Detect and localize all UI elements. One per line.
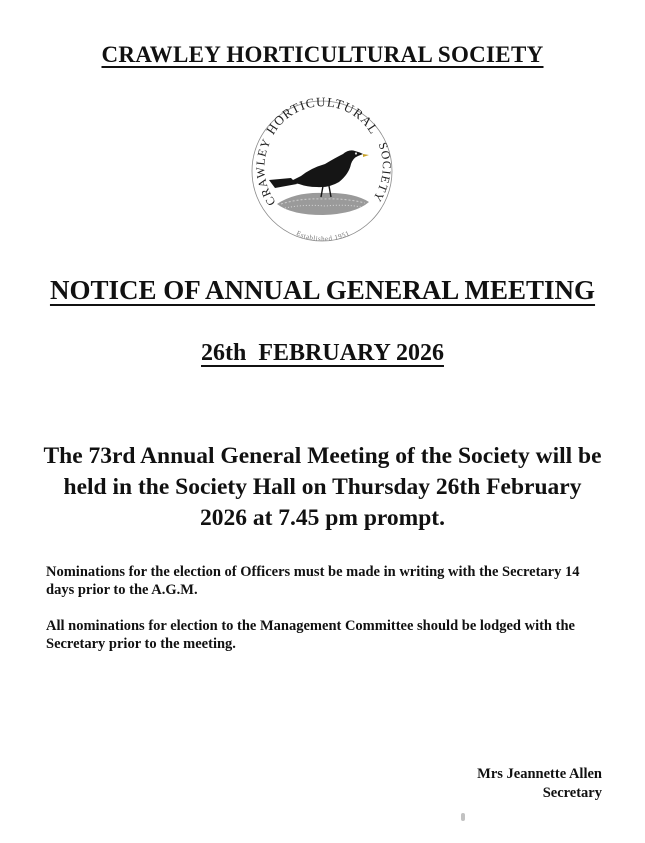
meeting-announcement: The 73rd Annual General Meeting of the Society will be held in the Society Hall on Thursday 26th February 2026 at 7.45 pm prompt. bbox=[43, 443, 602, 531]
nominations-officers-paragraph: Nominations for the election of Officers must be made in writing with the Secretary 14 days prior to the A.G.M. bbox=[46, 564, 580, 598]
meeting-date-text: 26th FEBRUARY 2026 bbox=[201, 340, 444, 366]
nominations-committee-paragraph: All nominations for election to the Management Committee should be lodged with the Secretary prior to the meeting. bbox=[46, 618, 575, 652]
society-logo bbox=[245, 96, 400, 246]
society-name: CRAWLEY HORTICULTURAL SOCIETY bbox=[101, 42, 544, 67]
signatory-role: Secretary bbox=[542, 785, 602, 801]
page-title bbox=[0, 42, 645, 68]
logo-bottom-text: Established 1951 bbox=[295, 229, 351, 244]
meeting-date bbox=[0, 340, 645, 367]
logo-left-text: CRAWLEY bbox=[253, 136, 279, 209]
svg-text:HORTICULTURAL bbox=[263, 96, 382, 137]
logo-top-text: HORTICULTURAL bbox=[263, 96, 382, 138]
svg-text:Established 1951 bbox=[295, 229, 351, 243]
blackbird-emblem-icon bbox=[245, 96, 400, 246]
signatory-name: Mrs Jeannette Allen bbox=[477, 766, 602, 782]
logo-right-text: SOCIETY bbox=[369, 140, 394, 205]
notice-heading bbox=[0, 275, 645, 306]
notice-heading-text: NOTICE OF ANNUAL GENERAL MEETING bbox=[49, 275, 596, 305]
scan-speck bbox=[461, 813, 465, 821]
svg-text:SOCIETY bbox=[370, 141, 394, 205]
